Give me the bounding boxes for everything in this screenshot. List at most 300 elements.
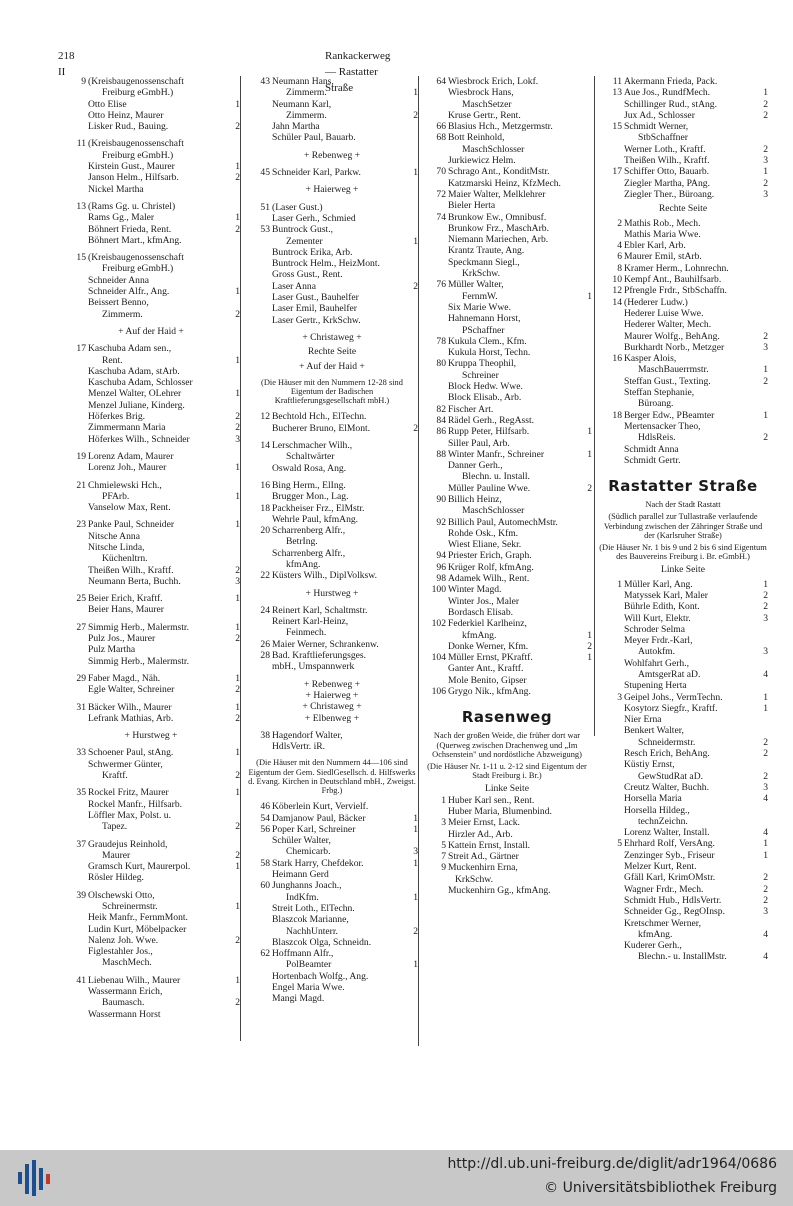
resident-name: Zimmerm.	[102, 308, 143, 320]
resident-name: Graudejus Reinhold,	[88, 838, 168, 850]
house-number: 53	[260, 224, 270, 236]
source-link[interactable]: http://dl.ub.uni-freiburg.de/diglit/adr1964/0686	[447, 1156, 777, 1172]
resident-entry	[598, 692, 768, 703]
resident-entry	[422, 618, 592, 629]
floor-number: 1	[235, 672, 240, 684]
floor-number: 2	[763, 177, 768, 189]
resident-name: StbSchaffner	[638, 132, 688, 144]
resident-name: Wehrle Paul, kfmAng.	[272, 513, 359, 525]
resident-name: Kuderer Gerh.,	[624, 940, 682, 952]
resident-name: Maier Werner, Schrankenw.	[272, 638, 379, 650]
resident-entry	[598, 364, 768, 375]
resident-entry	[598, 99, 768, 110]
resident-entry	[246, 292, 418, 303]
resident-name: Müller Ernst, PKraftf.	[448, 652, 533, 664]
resident-name: Nitsche Linda,	[88, 541, 145, 553]
resident-entry	[422, 795, 592, 806]
resident-name: Kramer Herm., Lohnrechn.	[624, 262, 729, 274]
floor-number: 1	[763, 849, 768, 861]
resident-name: Blaszcok Marianne,	[272, 914, 349, 926]
resident-entry	[598, 680, 768, 691]
resident-entry	[62, 565, 240, 576]
resident-name: Kasper Alois,	[624, 353, 677, 365]
resident-name: Stupening Herta	[624, 680, 687, 692]
floor-number: 2	[763, 601, 768, 613]
floor-number: 1	[235, 490, 240, 502]
resident-name: Schmidt Anna	[624, 443, 679, 455]
section-heading: Rechte Seite	[658, 203, 708, 215]
house-number: 102	[431, 618, 446, 630]
resident-entry	[62, 787, 240, 798]
resident-entry	[246, 525, 418, 536]
resident-entry	[598, 410, 768, 421]
resident-entry	[246, 411, 418, 422]
floor-number: 1	[235, 462, 240, 474]
house-number: 92	[436, 516, 446, 528]
resident-entry	[422, 302, 592, 313]
resident-entry	[598, 748, 768, 759]
floor-number: 1	[235, 974, 240, 986]
resident-name: Winter Magd.	[448, 584, 502, 596]
resident-name: Blasius Hch., Metzgermstr.	[448, 121, 553, 133]
house-number: 46	[260, 801, 270, 813]
resident-name: Schüler Walter,	[272, 835, 331, 847]
resident-name: Kretschmer Werner,	[624, 917, 701, 929]
resident-entry	[422, 584, 592, 595]
resident-name: Ganter Ant., Kraftf.	[448, 663, 524, 675]
copyright-text: © Universitätsbibliothek Freiburg	[544, 1180, 777, 1196]
resident-name: Lisker Rud., Bauing.	[88, 121, 169, 133]
resident-name: Küsters Wilh., DiplVolksw.	[272, 570, 377, 582]
resident-entry	[598, 714, 768, 725]
house-number: 14	[260, 440, 270, 452]
house-number: 84	[436, 414, 446, 426]
resident-entry	[598, 793, 768, 804]
resident-entry	[62, 975, 240, 986]
resident-name: Kukula Clem., Kfm.	[448, 335, 527, 347]
resident-entry	[246, 236, 418, 247]
resident-name: Aue Jos., RundfMech.	[624, 87, 711, 99]
resident-entry	[246, 315, 418, 326]
resident-entry	[62, 110, 240, 121]
resident-entry	[62, 935, 240, 946]
resident-name: Maier Walter, Melklehrer	[448, 188, 546, 200]
resident-entry	[62, 212, 240, 223]
house-number: 25	[76, 593, 86, 605]
resident-entry	[62, 604, 240, 615]
resident-name: Bechtold Hch., ElTechn.	[272, 411, 367, 423]
floor-number: 2	[587, 640, 592, 652]
floor-number: 1	[235, 286, 240, 298]
resident-name: Creutz Walter, Buchh.	[624, 781, 709, 793]
resident-entry	[598, 635, 768, 646]
floor-number: 2	[413, 422, 418, 434]
resident-entry	[598, 579, 768, 590]
resident-name: HdlsVertr. iR.	[272, 741, 326, 753]
resident-name: Schrago Ant., KonditMstr.	[448, 166, 550, 178]
resident-entry	[62, 462, 240, 473]
resident-name: technZeichn.	[638, 815, 688, 827]
resident-entry	[246, 303, 418, 314]
resident-entry	[246, 993, 418, 1004]
resident-entry	[62, 924, 240, 935]
section-heading: + Haierweg +	[305, 184, 359, 196]
resident-name: Höferkes Wilh., Schneider	[88, 433, 190, 445]
resident-name: Bührle Edith, Kont.	[624, 601, 700, 613]
house-number: 11	[76, 138, 86, 150]
resident-name: Grygo Nik., kfmAng.	[448, 686, 531, 698]
house-number: 9	[441, 862, 446, 874]
resident-entry	[62, 531, 240, 542]
resident-entry	[246, 224, 418, 235]
resident-name: Streit Loth., ElTechn.	[272, 902, 355, 914]
resident-entry	[422, 663, 592, 674]
house-number: 3	[441, 817, 446, 829]
resident-name: NachhUnterr.	[286, 925, 338, 937]
resident-entry	[246, 87, 418, 98]
house-number: 66	[436, 121, 446, 133]
resident-entry	[422, 223, 592, 234]
house-number: 70	[436, 166, 446, 178]
resident-name: GewStudRat aD.	[638, 770, 704, 782]
resident-entry	[246, 269, 418, 280]
section-note: (Die Häuser mit den Nummern 12-28 sind Eigentum der Badischen Kraftlieferungsgesellschaft mbH.)	[261, 377, 403, 406]
house-number: 51	[260, 201, 270, 213]
resident-entry	[62, 656, 240, 667]
resident-entry	[422, 370, 592, 381]
resident-name: Rams Gg., Maler	[88, 212, 155, 224]
resident-entry	[598, 771, 768, 782]
resident-name: Schneider Anna	[88, 274, 150, 286]
resident-name: Ebler Karl, Arb.	[624, 240, 686, 252]
resident-name: PSchaffner	[462, 324, 505, 336]
floor-number: 1	[413, 167, 418, 179]
column-2	[246, 76, 418, 1005]
resident-entry	[598, 297, 768, 308]
resident-name: Hoffmann Alfr.,	[272, 948, 334, 960]
resident-entry	[422, 99, 592, 110]
house-number: 72	[436, 188, 446, 200]
resident-name: Freiburg eGmbH.)	[102, 149, 174, 161]
resident-entry	[246, 605, 418, 616]
resident-name: PFArb.	[102, 490, 130, 502]
resident-name: Chmielewski Hch.,	[88, 479, 162, 491]
resident-entry	[598, 929, 768, 940]
resident-entry	[62, 997, 240, 1008]
resident-entry	[246, 121, 418, 132]
resident-name: Ehrhard Rolf, VersAng.	[624, 838, 715, 850]
resident-name: Pulz Jos., Maurer	[88, 633, 156, 645]
resident-name: Olschewski Otto,	[88, 889, 155, 901]
resident-name: Berger Edw., PBeamter	[624, 409, 715, 421]
resident-entry	[62, 451, 240, 462]
column-divider	[418, 76, 419, 1046]
resident-name: Bordasch Elisab.	[448, 606, 514, 618]
floor-number: 2	[235, 121, 240, 133]
resident-name: (Kreisbaugenossenschaft	[88, 138, 184, 150]
resident-entry	[422, 829, 592, 840]
resident-name: Müller Walter,	[448, 279, 504, 291]
resident-name: Nickel Martha	[88, 183, 144, 195]
section-note: (Die Häuser mit den Nummern 44—106 sind Eigentum der Gem. SiedlGesellsch. d. Hilfswerks d. Evang. Kirchen in Deutschland mbH., Zweigst. Frbg.)	[248, 758, 416, 796]
floor-number: 3	[763, 646, 768, 658]
resident-entry	[246, 948, 418, 959]
resident-name: Schneider Karl, Parkw.	[272, 167, 361, 179]
resident-entry	[422, 212, 592, 223]
resident-name: Bucherer Bruno, ElMont.	[272, 422, 371, 434]
resident-name: Simmig Herb., Malermstr.	[88, 621, 189, 633]
resident-entry	[422, 121, 592, 132]
resident-entry	[598, 805, 768, 816]
resident-entry	[246, 167, 418, 178]
resident-name: Hederer Walter, Mech.	[624, 319, 712, 331]
resident-entry	[246, 813, 418, 824]
floor-number: 1	[235, 621, 240, 633]
resident-entry	[422, 528, 592, 539]
resident-entry	[422, 686, 592, 697]
resident-entry	[422, 76, 592, 87]
floor-number: 2	[763, 330, 768, 342]
resident-name: AmtsgerRat aD.	[638, 668, 701, 680]
resident-name: Kempf Ant., Bauhilfsarb.	[624, 274, 722, 286]
floor-number: 1	[235, 354, 240, 366]
resident-entry	[422, 550, 592, 561]
resident-entry	[62, 76, 240, 87]
resident-entry	[62, 821, 240, 832]
resident-name: Steffan Stephanie,	[624, 387, 695, 399]
house-number: 3	[617, 691, 622, 703]
section-note: (Südlich parallel zur Tullastraße verlaufende Verbindung zwischen der Zähringer Straße und der (Karlsruher Straße)	[603, 512, 763, 540]
resident-name: Tapez.	[102, 821, 128, 833]
resident-entry	[598, 646, 768, 657]
resident-name: Katzmarski Heinz, KfzMech.	[448, 177, 561, 189]
floor-number: 2	[763, 894, 768, 906]
floor-number: 1	[587, 290, 592, 302]
resident-name: Liebenau Wilh., Maurer	[88, 974, 181, 986]
resident-name: Freiburg eGmbH.)	[102, 87, 174, 99]
resident-name: Schneider Alfr., Ang.	[88, 286, 170, 298]
resident-entry	[246, 110, 418, 121]
resident-name: (Kreisbaugenossenschaft	[88, 76, 184, 87]
resident-name: Köberlein Kurt, Vervielf.	[272, 801, 369, 813]
resident-name: Schmidt Hub., HdlsVertr.	[624, 894, 722, 906]
floor-number: 1	[763, 87, 768, 99]
resident-entry	[598, 285, 768, 296]
resident-entry	[422, 132, 592, 143]
library-logo-icon	[14, 1158, 54, 1198]
resident-name: Kruse Gertr., Rent.	[448, 109, 521, 121]
house-number: 5	[617, 838, 622, 850]
resident-name: Maurer Emil, stArb.	[624, 251, 702, 263]
resident-entry	[598, 725, 768, 736]
resident-name: Rent.	[102, 354, 123, 366]
section-heading: + Hurstweg +	[124, 730, 178, 742]
house-number: 56	[260, 823, 270, 835]
resident-entry	[598, 816, 768, 827]
resident-entry	[62, 542, 240, 553]
resident-entry	[598, 759, 768, 770]
resident-entry	[246, 451, 418, 462]
resident-name: BetrIng.	[286, 536, 318, 548]
resident-entry	[246, 869, 418, 880]
resident-entry	[246, 661, 418, 672]
resident-name: Rockel Fritz, Maurer	[88, 787, 169, 799]
resident-entry	[422, 438, 592, 449]
house-number: 64	[436, 76, 446, 87]
section-heading: + Christaweg +	[302, 701, 362, 713]
resident-name: Rupp Peter, Hilfsarb.	[448, 426, 530, 438]
house-number: 74	[436, 211, 446, 223]
resident-name: Menzel Juliane, Kinderg.	[88, 399, 185, 411]
floor-number: 1	[763, 578, 768, 590]
floor-number: 1	[235, 98, 240, 110]
house-number: 12	[612, 285, 622, 297]
street-title: Rastatter Straße	[608, 477, 758, 496]
resident-name: Ziegler Martha, PAng.	[624, 177, 710, 189]
resident-name: Matyssek Karl, Maler	[624, 589, 708, 601]
house-number: 62	[260, 948, 270, 960]
resident-entry	[246, 76, 418, 87]
resident-entry	[246, 423, 418, 434]
resident-entry	[598, 918, 768, 929]
resident-entry	[246, 132, 418, 143]
floor-number: 1	[413, 857, 418, 869]
resident-name: Hederer Luise Wwe.	[624, 307, 704, 319]
resident-name: Lorenz Adam, Maurer	[88, 450, 174, 462]
house-number: 86	[436, 426, 446, 438]
resident-entry	[598, 218, 768, 229]
floor-number: 2	[235, 411, 240, 423]
house-number: 28	[260, 650, 270, 662]
resident-entry	[598, 166, 768, 177]
resident-entry	[62, 759, 240, 770]
resident-name: Poper Karl, Schreiner	[272, 823, 356, 835]
resident-entry	[62, 150, 240, 161]
resident-entry	[62, 673, 240, 684]
section-heading: + Rebenweg +	[303, 149, 361, 161]
floor-number: 1	[235, 593, 240, 605]
resident-name: Geipel Johs., VermTechn.	[624, 691, 723, 703]
floor-number: 2	[763, 375, 768, 387]
resident-name: Block Elisab., Arb.	[448, 392, 522, 404]
resident-entry	[246, 801, 418, 812]
resident-name: Hirzler Ad., Arb.	[448, 828, 513, 840]
resident-entry	[62, 161, 240, 172]
resident-name: Neumann Karl,	[272, 98, 332, 110]
page-number: 218 II	[58, 50, 75, 78]
house-number: 37	[76, 838, 86, 850]
house-number: 76	[436, 279, 446, 291]
resident-name: Niemann Mariechen, Arb.	[448, 234, 549, 246]
resident-name: Buntrock Helm., HeizMont.	[272, 258, 380, 270]
resident-entry	[598, 827, 768, 838]
resident-name: Schmidt Gertr.	[624, 454, 681, 466]
resident-entry	[422, 630, 592, 641]
floor-number: 2	[763, 109, 768, 121]
resident-entry	[246, 258, 418, 269]
resident-entry	[598, 906, 768, 917]
resident-name: (Laser Gust.)	[272, 201, 323, 213]
resident-entry	[422, 415, 592, 426]
resident-entry	[62, 912, 240, 923]
resident-entry	[246, 937, 418, 948]
resident-name: IndKfm.	[286, 891, 319, 903]
resident-entry	[598, 121, 768, 132]
resident-name: Winter Jos., Maler	[448, 595, 520, 607]
floor-number: 2	[763, 770, 768, 782]
resident-entry	[246, 559, 418, 570]
resident-entry	[422, 381, 592, 392]
resident-entry	[598, 178, 768, 189]
resident-name: Müller Karl, Ang.	[624, 578, 693, 590]
street-title: Rasenweg	[461, 708, 553, 727]
floor-number: 2	[235, 564, 240, 576]
resident-name: Nier Erna	[624, 714, 662, 726]
resident-entry	[246, 926, 418, 937]
house-number: 82	[436, 403, 446, 415]
resident-name: KrkSchw.	[455, 873, 494, 885]
resident-name: Otto Heinz, Maurer	[88, 109, 164, 121]
resident-entry	[246, 846, 418, 857]
resident-entry	[62, 986, 240, 997]
house-number: 5	[441, 839, 446, 851]
resident-entry	[246, 202, 418, 213]
resident-entry	[62, 355, 240, 366]
resident-entry	[246, 491, 418, 502]
floor-number: 1	[235, 701, 240, 713]
house-number: 43	[260, 76, 270, 87]
resident-name: Böhnert Frieda, Rent.	[88, 223, 172, 235]
resident-name: Heik Manfr., FernmMont.	[88, 912, 188, 924]
floor-number: 1	[413, 87, 418, 99]
resident-name: Winter Manfr., Schreiner	[448, 448, 545, 460]
resident-name: Schroder Selma	[624, 623, 686, 635]
floor-number: 1	[413, 823, 418, 835]
floor-number: 2	[235, 172, 240, 184]
resident-entry	[246, 858, 418, 869]
floor-number: 1	[763, 838, 768, 850]
floor-number: 2	[763, 432, 768, 444]
resident-entry	[62, 172, 240, 183]
resident-entry	[246, 99, 418, 110]
resident-name: Pulz Martha	[88, 644, 136, 656]
resident-entry	[62, 770, 240, 781]
resident-entry	[422, 245, 592, 256]
resident-entry	[598, 658, 768, 669]
resident-entry	[422, 471, 592, 482]
house-number: 45	[260, 167, 270, 179]
resident-entry	[422, 539, 592, 550]
section-heading: + Christaweg +	[302, 331, 362, 343]
resident-entry	[422, 517, 592, 528]
section-heading: Linke Seite	[661, 564, 705, 576]
resident-name: Block Hedw. Wwe.	[448, 381, 523, 393]
house-number: 8	[617, 262, 622, 274]
house-number: 19	[76, 450, 86, 462]
house-number: 18	[612, 409, 622, 421]
resident-entry	[422, 806, 592, 817]
resident-name: Beier Hans, Maurer	[88, 604, 164, 616]
resident-name: Rohde Osk., Kfm.	[448, 527, 519, 539]
floor-number: 2	[763, 736, 768, 748]
resident-name: Hagendorf Walter,	[272, 729, 343, 741]
resident-name: Bott Reinhold,	[448, 132, 505, 144]
resident-entry	[62, 99, 240, 110]
resident-name: Küchenltrn.	[102, 553, 148, 565]
resident-name: Will Kurt, Elektr.	[624, 612, 691, 624]
resident-entry	[598, 319, 768, 330]
resident-name: MaschSetzer	[462, 98, 512, 110]
